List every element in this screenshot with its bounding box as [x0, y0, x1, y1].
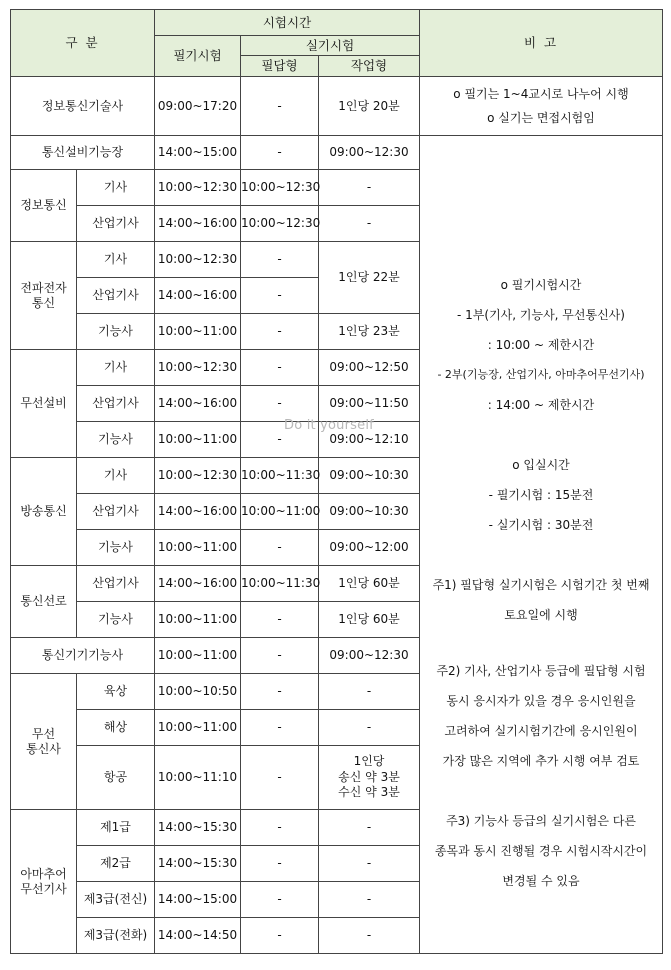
written-time: 14:00~16:00: [155, 566, 241, 602]
jakup-time: 09:00~12:30: [319, 136, 420, 170]
remark-line: 주2) 기사, 산업기사 등급에 필답형 시험: [436, 663, 646, 678]
remark-line: 고려하여 실기시험기간에 응시인원이: [444, 723, 638, 738]
written-time: 10:00~11:00: [155, 710, 241, 746]
jakup-time: 1인당 60분: [319, 566, 420, 602]
remark-line: 종목과 동시 진행될 경우 시험시작시간이: [434, 843, 648, 858]
jakup-time: 1인당 60분: [319, 602, 420, 638]
header-jakup: 작업형: [319, 56, 420, 77]
group-cell: 무선 통신사: [11, 674, 77, 810]
sub-category: 제2급: [77, 846, 155, 882]
header-exam-time: 시험시간: [155, 10, 420, 36]
remark-line: o 필기는 1~4교시로 나누어 시행: [453, 87, 629, 101]
group-cell: 정보통신: [11, 170, 77, 242]
sub-category: 기능사: [77, 530, 155, 566]
pilgap-time: -: [241, 602, 319, 638]
category-cell: 통신설비기능장: [11, 136, 155, 170]
remark-spacer: [420, 776, 662, 791]
jakup-time: 09:00~10:30: [319, 494, 420, 530]
sub-category: 산업기사: [77, 566, 155, 602]
jakup-time: 09:00~12:00: [319, 530, 420, 566]
remark-line: 가장 많은 지역에 추가 시행 여부 검토: [442, 753, 640, 768]
pilgap-time: -: [241, 314, 319, 350]
pilgap-time: -: [241, 136, 319, 170]
header-written: 필기시험: [155, 36, 241, 77]
watermark-text: Do it yourself: [284, 418, 374, 433]
group-cell: 아마추어 무선기사: [11, 810, 77, 954]
sub-category: 해상: [77, 710, 155, 746]
jakup-time: -: [319, 810, 420, 846]
sub-category: 육상: [77, 674, 155, 710]
jakup-time: 1인당 22분: [319, 242, 420, 314]
written-time: 10:00~12:30: [155, 350, 241, 386]
written-time: 10:00~11:00: [155, 530, 241, 566]
remark-spacer: [420, 791, 662, 806]
written-time: 10:00~12:30: [155, 170, 241, 206]
sub-category: 제1급: [77, 810, 155, 846]
written-time: 10:00~10:50: [155, 674, 241, 710]
pilgap-time: -: [241, 918, 319, 954]
jakup-time: 09:00~11:50: [319, 386, 420, 422]
pilgap-time: -: [241, 242, 319, 278]
remark-spacer: [420, 540, 662, 555]
pilgap-time: -: [241, 746, 319, 810]
pilgap-time: -: [241, 278, 319, 314]
jakup-time: -: [319, 710, 420, 746]
pilgap-time: 10:00~12:30: [241, 206, 319, 242]
pilgap-time: 10:00~11:30: [241, 458, 319, 494]
written-time: 09:00~17:20: [155, 77, 241, 136]
pilgap-time: -: [241, 422, 319, 458]
remark-spacer: [420, 435, 662, 450]
jakup-time: -: [319, 170, 420, 206]
group-cell: 전파전자 통신: [11, 242, 77, 350]
sub-category: 제3급(전신): [77, 882, 155, 918]
written-time: 14:00~15:30: [155, 810, 241, 846]
pilgap-time: 10:00~11:30: [241, 566, 319, 602]
pilgap-time: -: [241, 350, 319, 386]
header-practical: 실기시험: [241, 36, 420, 56]
sub-category: 산업기사: [77, 494, 155, 530]
jakup-time: -: [319, 882, 420, 918]
sub-category: 제3급(전화): [77, 918, 155, 954]
remark-line: o 입실시간: [512, 457, 570, 472]
jakup-time: 09:00~10:30: [319, 458, 420, 494]
jakup-time: -: [319, 674, 420, 710]
written-time: 14:00~15:30: [155, 846, 241, 882]
remarks-main: [420, 136, 663, 954]
remark-line: - 1부(기사, 기능사, 무선통신사): [457, 307, 625, 322]
written-time: 14:00~16:00: [155, 386, 241, 422]
sub-category: 기능사: [77, 422, 155, 458]
group-cell: 통신선로: [11, 566, 77, 638]
sub-category: 기사: [77, 458, 155, 494]
pilgap-time: -: [241, 846, 319, 882]
remark-line: : 10:00 ~ 제한시간: [487, 337, 595, 352]
sub-category: 산업기사: [77, 386, 155, 422]
sub-category: 산업기사: [77, 278, 155, 314]
written-time: 14:00~16:00: [155, 278, 241, 314]
jakup-time: 1인당 23분: [319, 314, 420, 350]
written-time: 14:00~15:00: [155, 136, 241, 170]
remark-line: 변경될 수 있음: [502, 873, 580, 888]
category-cell: 정보통신기술사: [11, 77, 155, 136]
pilgap-time: -: [241, 810, 319, 846]
jakup-time: 09:00~12:50: [319, 350, 420, 386]
sub-category: 기사: [77, 170, 155, 206]
sub-category: 기사: [77, 242, 155, 278]
remark-line: o 필기시험시간: [500, 277, 582, 292]
remark-spacer: [420, 630, 662, 643]
remark-line: - 실기시험 : 30분전: [488, 517, 594, 532]
written-time: 14:00~16:00: [155, 494, 241, 530]
exam-schedule-table: [10, 9, 663, 954]
written-time: 10:00~11:00: [155, 422, 241, 458]
sub-category: 항공: [77, 746, 155, 810]
remark-spacer: [420, 643, 662, 656]
jakup-time: 1인당 송신 약 3분 수신 약 3분: [319, 746, 420, 810]
written-time: 10:00~11:00: [155, 638, 241, 674]
sub-category: 기사: [77, 350, 155, 386]
jakup-time: -: [319, 846, 420, 882]
written-time: 14:00~16:00: [155, 206, 241, 242]
jakup-time: 09:00~12:10: [319, 422, 420, 458]
pilgap-time: 10:00~11:00: [241, 494, 319, 530]
pilgap-time: -: [241, 882, 319, 918]
remarks-top: [420, 77, 663, 136]
remark-line: - 2부(기능장, 산업기사, 아마추어무선기사): [437, 367, 645, 381]
remark-line: 토요일에 시행: [504, 607, 578, 622]
header-pilgap: 필답형: [241, 56, 319, 77]
written-time: 14:00~15:00: [155, 882, 241, 918]
remark-line: : 14:00 ~ 제한시간: [487, 397, 595, 412]
group-cell: 무선설비: [11, 350, 77, 458]
category-cell: 통신기기기능사: [11, 638, 155, 674]
written-time: 10:00~12:30: [155, 242, 241, 278]
remark-line: 동시 응시자가 있을 경우 응시인원을: [446, 693, 636, 708]
remark-spacer: [420, 555, 662, 570]
pilgap-time: -: [241, 77, 319, 136]
group-cell: 방송통신: [11, 458, 77, 566]
jakup-time: 1인당 20분: [319, 77, 420, 136]
pilgap-time: -: [241, 710, 319, 746]
pilgap-time: -: [241, 386, 319, 422]
sub-category: 기능사: [77, 314, 155, 350]
written-time: 10:00~12:30: [155, 458, 241, 494]
sub-category: 기능사: [77, 602, 155, 638]
written-time: 14:00~14:50: [155, 918, 241, 954]
pilgap-time: -: [241, 638, 319, 674]
pilgap-time: 10:00~12:30: [241, 170, 319, 206]
written-time: 10:00~11:00: [155, 314, 241, 350]
remark-line: o 실기는 면접시험임: [487, 111, 595, 125]
sub-category: 산업기사: [77, 206, 155, 242]
pilgap-time: -: [241, 530, 319, 566]
jakup-time: -: [319, 206, 420, 242]
header-category: 구 분: [11, 10, 155, 77]
remark-line: 주3) 기능사 등급의 실기시험은 다른: [446, 813, 636, 828]
remark-line: - 필기시험 : 15분전: [488, 487, 594, 502]
written-time: 10:00~11:00: [155, 602, 241, 638]
jakup-time: 09:00~12:30: [319, 638, 420, 674]
pilgap-time: -: [241, 674, 319, 710]
remark-line: 주1) 필답형 실기시험은 시험기간 첫 번째: [432, 577, 650, 592]
jakup-time: -: [319, 918, 420, 954]
remark-spacer: [420, 420, 662, 435]
written-time: 10:00~11:10: [155, 746, 241, 810]
header-remarks: 비 고: [420, 10, 663, 77]
